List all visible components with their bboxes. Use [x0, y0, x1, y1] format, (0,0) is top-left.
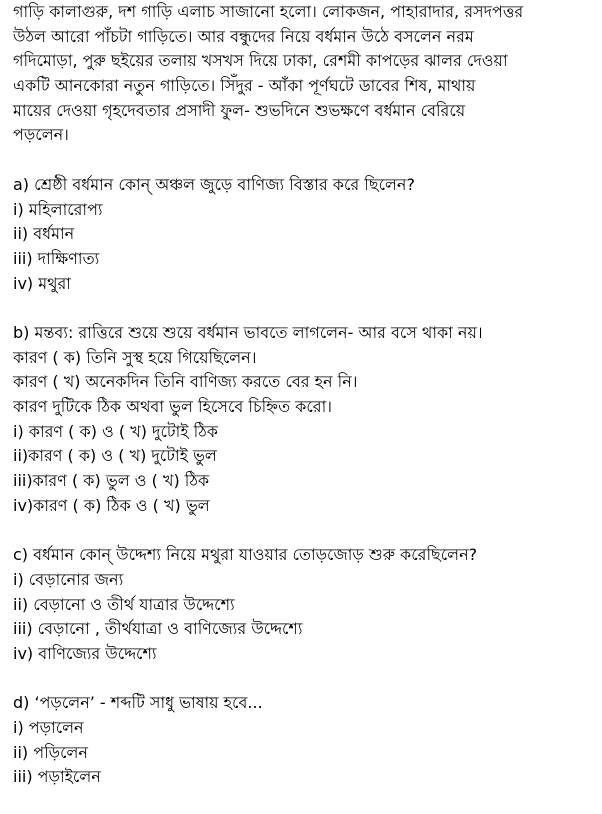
- option-ii: ii) বর্ধমান: [13, 224, 75, 244]
- question-c: [13, 543, 602, 666]
- option-iii: iii) বেড়ানো , তীর্থযাত্রা ও বাণিজ্যের উদ্দেশ্যে: [13, 619, 303, 639]
- option-iii: iii)কারণ ( ক) ভুল ও ( খ) ঠিক: [13, 471, 210, 491]
- option-i: i) পড়ালেন: [13, 717, 84, 737]
- option-iv: iv) মথুরা: [13, 273, 71, 293]
- instruction: কারণ দুটিকে ঠিক অথবা ভুল হিসেবে চিহ্নিত করো।: [13, 397, 332, 416]
- option-i: i) বেড়ানোর জন্য: [13, 569, 124, 589]
- option-ii: ii) বেড়ানো ও তীর্থ যাত্রার উদ্দেশ্যে: [13, 594, 235, 614]
- option-iv: iv) বাণিজ্যের উদ্দেশ্যে: [13, 643, 157, 663]
- passage-line: পড়লেন।: [13, 125, 69, 145]
- option-iv: iv)কারণ ( ক) ঠিক ও ( খ) ভুল: [13, 495, 210, 515]
- question-text: c) বর্ধমান কোন্ উদ্দেশ্য নিয়ে মথুরা যাওয়ার তোড়জোড় শুরু করেছিলেন?: [13, 545, 478, 565]
- question-text: b) মন্তব্য: রাত্তিরে শুয়ে শুয়ে বর্ধমান ভাবতে লাগলেন- আর বসে থাকা নয়।: [13, 322, 483, 342]
- reason-kha: কারণ ( খ) অনেকদিন তিনি বাণিজ্য করতে বের হন নি।: [13, 372, 358, 392]
- question-text: a) শ্রেষ্ঠী বর্ধমান কোন্ অঞ্চল জুড়ে বাণিজ্য বিস্তার করে ছিলেন?: [13, 174, 415, 194]
- option-ii: ii)কারণ ( ক) ও ( খ) দুটোই ভুল: [13, 446, 217, 466]
- passage-line: মায়ের দেওয়া গৃহদেবতার প্রসাদী ফুল- শুভদিনে শুভক্ষণে বর্ধমান বেরিয়ে: [13, 100, 466, 120]
- option-i: i) কারণ ( ক) ও ( খ) দুটোই ঠিক: [13, 421, 218, 441]
- option-iii: iii) পড়াইলেন: [13, 767, 101, 787]
- passage-line: উঠল আরো পাঁচটা গাড়িতে। আর বন্ধুদের নিয়ে বর্ধমান উঠে বসলেন নরম: [13, 26, 474, 46]
- option-ii: ii) পড়িলেন: [13, 742, 88, 762]
- question-d: [13, 691, 602, 790]
- spacer: [13, 518, 602, 543]
- option-iii: iii) দাক্ষিণাত্য: [13, 248, 100, 268]
- passage: [13, 0, 602, 148]
- passage-line: গদিমোড়া, পুরু ছইয়ের তলায় খসখস দিয়ে ঢাকা, রেশমী কাপড়ের ঝালর দেওয়া: [13, 51, 508, 71]
- passage-line: একটি আনকোরা নতুন গাড়িতে। সিঁদুর - আঁকা পূর্ণঘটে ডাবের শিষ, মাথায়: [13, 76, 476, 96]
- spacer: [13, 296, 602, 321]
- passage-line: গাড়ি কালাগুরু, দশ গাড়ি এলাচ সাজানো হলো। লোকজন, পাহারাদার, রসদপত্তর: [13, 2, 524, 21]
- spacer: [13, 667, 602, 692]
- question-text: d) ‘পড়লেন’ - শব্দটি সাধু ভাষায় হবে...: [13, 693, 263, 713]
- spacer: [13, 148, 602, 173]
- question-a: [13, 173, 602, 296]
- reason-ka: কারণ ( ক) তিনি সুস্থ হয়ে গিয়েছিলেন।: [13, 347, 257, 367]
- option-i: i) মহিলারোপ্য: [13, 199, 103, 219]
- question-b: [13, 321, 602, 519]
